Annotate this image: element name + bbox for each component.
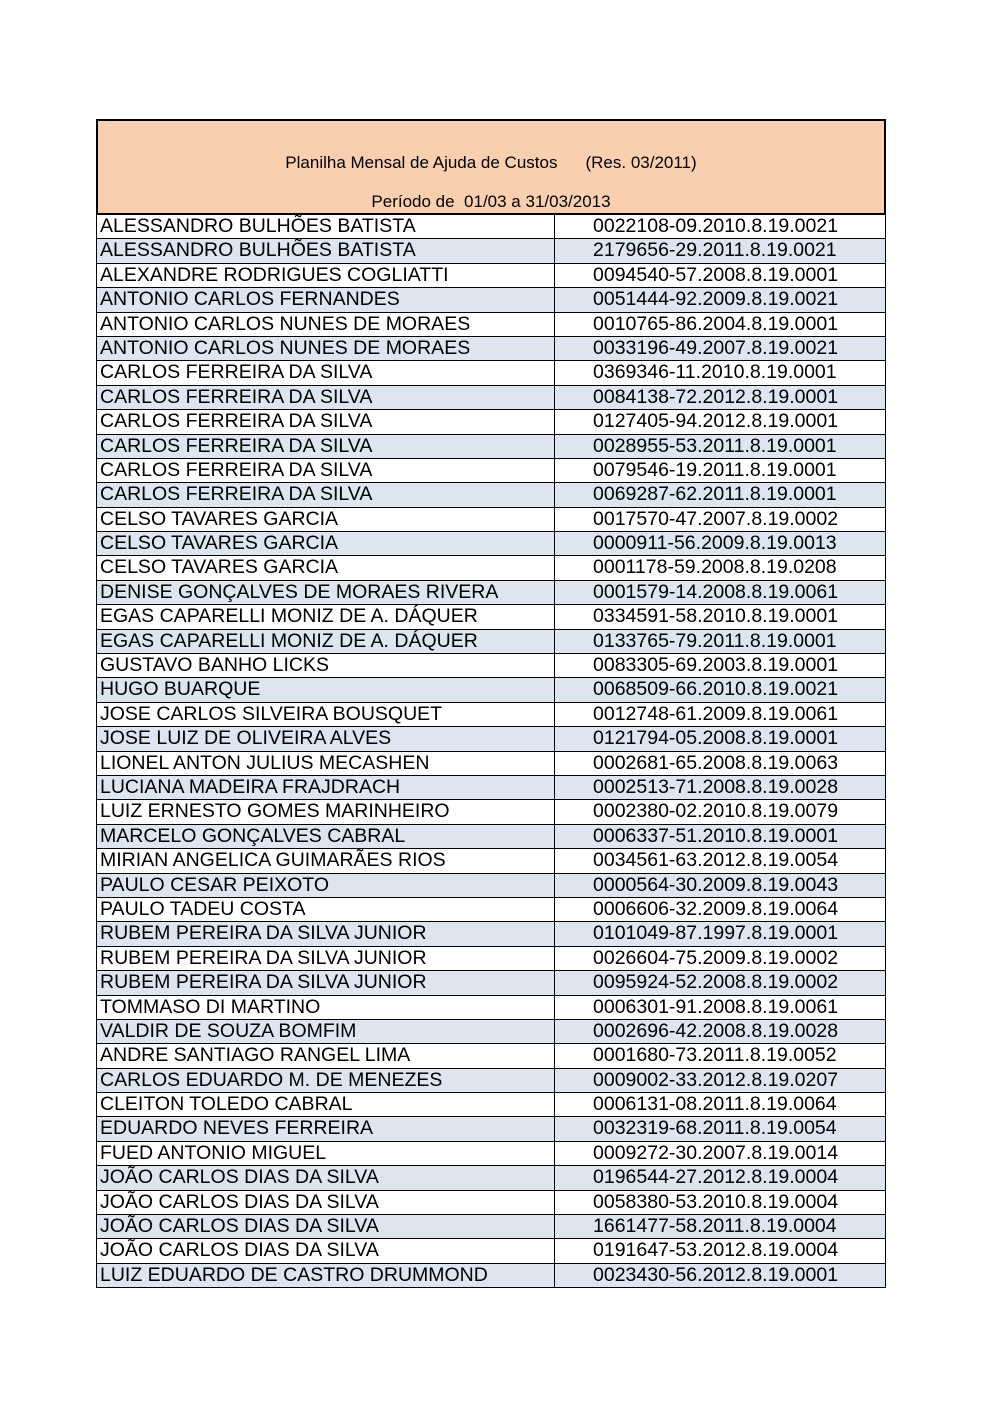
cell-process-number: 0010765-86.2004.8.19.0001 [593, 312, 839, 335]
table-row [97, 1069, 885, 1093]
cell-name: JOÃO CARLOS DIAS DA SILVA [97, 1215, 555, 1238]
header-title: Planilha Mensal de Ajuda de Custos [285, 153, 558, 172]
cell-process-number: 0051444-92.2009.8.19.0021 [593, 288, 839, 311]
spreadsheet-table [96, 119, 886, 1288]
cell-name: GUSTAVO BANHO LICKS [97, 654, 555, 677]
table-row [97, 630, 885, 654]
cell-name: FUED ANTONIO MIGUEL [97, 1142, 555, 1165]
cell-name: CLEITON TOLEDO CABRAL [97, 1093, 555, 1116]
cell-name: DENISE GONÇALVES DE MORAES RIVERA [97, 581, 555, 604]
cell-name: CARLOS FERREIRA DA SILVA [97, 459, 555, 482]
table-row [97, 849, 885, 873]
cell-process-number: 0034561-63.2012.8.19.0054 [593, 849, 839, 872]
table-row [97, 410, 885, 434]
cell-process-number: 0133765-79.2011.8.19.0001 [593, 629, 837, 652]
table-row [97, 1142, 885, 1166]
table-header [96, 119, 886, 215]
cell-process-number: 2179656-29.2011.8.19.0021 [593, 239, 837, 262]
table-row [97, 825, 885, 849]
cell-name: RUBEM PEREIRA DA SILVA JUNIOR [97, 947, 555, 970]
cell-process-number: 0012748-61.2009.8.19.0061 [593, 702, 839, 725]
cell-process-number: 0006337-51.2010.8.19.0001 [593, 824, 839, 847]
table-row [97, 1166, 885, 1190]
cell-process-number: 0001178-59.2008.8.19.0208 [593, 556, 837, 579]
cell-process-number: 0026604-75.2009.8.19.0002 [593, 946, 839, 969]
table-row [97, 922, 885, 946]
cell-name: ALESSANDRO BULHÕES BATISTA [97, 215, 555, 238]
cell-process-number: 0001579-14.2008.8.19.0061 [593, 580, 839, 603]
cell-name: CARLOS FERREIRA DA SILVA [97, 386, 555, 409]
table-row [97, 1264, 885, 1288]
table-row [97, 1093, 885, 1117]
cell-name: CARLOS FERREIRA DA SILVA [97, 361, 555, 384]
cell-name: ALEXANDRE RODRIGUES COGLIATTI [97, 264, 555, 287]
cell-name: CELSO TAVARES GARCIA [97, 556, 555, 579]
table-row [97, 1117, 885, 1141]
header-period: Período de 01/03 a 31/03/2013 [371, 192, 611, 211]
cell-process-number: 0000564-30.2009.8.19.0043 [593, 873, 839, 896]
table-row [97, 459, 885, 483]
table-row [97, 874, 885, 898]
cell-process-number: 0369346-11.2010.8.19.0001 [593, 361, 837, 384]
cell-name: LUIZ ERNESTO GOMES MARINHEIRO [97, 800, 555, 823]
cell-name: CARLOS FERREIRA DA SILVA [97, 410, 555, 433]
cell-process-number: 0083305-69.2003.8.19.0001 [593, 654, 839, 677]
cell-process-number: 0009272-30.2007.8.19.0014 [593, 1141, 839, 1164]
table-row [97, 313, 885, 337]
cell-process-number: 0006606-32.2009.8.19.0064 [593, 897, 839, 920]
table-row [97, 1044, 885, 1068]
table-row [97, 556, 885, 580]
cell-process-number: 0101049-87.1997.8.19.0001 [593, 922, 839, 945]
table-row [97, 727, 885, 751]
cell-process-number: 0127405-94.2012.8.19.0001 [593, 410, 839, 433]
cell-name: JOÃO CARLOS DIAS DA SILVA [97, 1166, 555, 1189]
cell-name: ANTONIO CARLOS FERNANDES [97, 288, 555, 311]
table-row [97, 337, 885, 361]
cell-process-number: 0002513-71.2008.8.19.0028 [593, 775, 839, 798]
table-row [97, 239, 885, 263]
table-row [97, 605, 885, 629]
cell-process-number: 0068509-66.2010.8.19.0021 [593, 678, 839, 701]
cell-process-number: 0002380-02.2010.8.19.0079 [593, 800, 839, 823]
cell-process-number: 0002696-42.2008.8.19.0028 [593, 1019, 839, 1042]
cell-name: CELSO TAVARES GARCIA [97, 532, 555, 555]
table-row [97, 1191, 885, 1215]
table-row [97, 800, 885, 824]
table-row [97, 1020, 885, 1044]
table-row [97, 581, 885, 605]
cell-name: EGAS CAPARELLI MONIZ DE A. DÁQUER [97, 630, 555, 653]
table-row [97, 703, 885, 727]
table-row [97, 898, 885, 922]
table-row [97, 752, 885, 776]
cell-name: ANTONIO CARLOS NUNES DE MORAES [97, 337, 555, 360]
table-row [97, 288, 885, 312]
cell-process-number: 0006131-08.2011.8.19.0064 [593, 1093, 837, 1116]
cell-name: MIRIAN ANGELICA GUIMARÃES RIOS [97, 849, 555, 872]
table-row [97, 264, 885, 288]
table-row [97, 435, 885, 459]
cell-process-number: 0000911-56.2009.8.19.0013 [593, 532, 837, 555]
cell-process-number: 0033196-49.2007.8.19.0021 [593, 336, 839, 359]
table-row [97, 386, 885, 410]
cell-name: LUCIANA MADEIRA FRAJDRACH [97, 776, 555, 799]
table-body [96, 215, 886, 1288]
cell-name: CARLOS FERREIRA DA SILVA [97, 435, 555, 458]
table-row [97, 215, 885, 239]
table-row [97, 654, 885, 678]
table-row [97, 996, 885, 1020]
cell-process-number: 0084138-72.2012.8.19.0001 [593, 385, 839, 408]
header-resolution: (Res. 03/2011) [585, 153, 697, 172]
cell-process-number: 0334591-58.2010.8.19.0001 [593, 605, 839, 628]
table-row [97, 508, 885, 532]
cell-name: EDUARDO NEVES FERREIRA [97, 1117, 555, 1140]
cell-name: TOMMASO DI MARTINO [97, 996, 555, 1019]
cell-name: RUBEM PEREIRA DA SILVA JUNIOR [97, 971, 555, 994]
cell-name: CARLOS EDUARDO M. DE MENEZES [97, 1069, 555, 1092]
table-row [97, 1239, 885, 1263]
cell-name: MARCELO GONÇALVES CABRAL [97, 825, 555, 848]
table-row [97, 776, 885, 800]
cell-name: LUIZ EDUARDO DE CASTRO DRUMMOND [97, 1264, 555, 1287]
cell-name: ANDRE SANTIAGO RANGEL LIMA [97, 1044, 555, 1067]
cell-name: HUGO BUARQUE [97, 678, 555, 701]
table-row [97, 1215, 885, 1239]
cell-name: VALDIR DE SOUZA BOMFIM [97, 1020, 555, 1043]
cell-name: RUBEM PEREIRA DA SILVA JUNIOR [97, 922, 555, 945]
cell-name: CELSO TAVARES GARCIA [97, 508, 555, 531]
cell-name: JOSE CARLOS SILVEIRA BOUSQUET [97, 703, 555, 726]
cell-process-number: 0069287-62.2011.8.19.0001 [593, 483, 837, 506]
table-row [97, 678, 885, 702]
cell-name: CARLOS FERREIRA DA SILVA [97, 483, 555, 506]
cell-process-number: 1661477-58.2011.8.19.0004 [593, 1215, 837, 1238]
cell-process-number: 0017570-47.2007.8.19.0002 [593, 507, 839, 530]
table-row [97, 532, 885, 556]
cell-process-number: 0023430-56.2012.8.19.0001 [593, 1263, 839, 1286]
cell-process-number: 0006301-91.2008.8.19.0061 [593, 995, 839, 1018]
header-title-line [98, 153, 884, 173]
cell-name: PAULO CESAR PEIXOTO [97, 874, 555, 897]
cell-process-number: 0002681-65.2008.8.19.0063 [593, 751, 839, 774]
cell-process-number: 0095924-52.2008.8.19.0002 [593, 971, 839, 994]
cell-process-number: 0191647-53.2012.8.19.0004 [593, 1239, 839, 1262]
table-row [97, 361, 885, 385]
cell-name: JOÃO CARLOS DIAS DA SILVA [97, 1239, 555, 1262]
cell-name: EGAS CAPARELLI MONIZ DE A. DÁQUER [97, 605, 555, 628]
cell-process-number: 0009002-33.2012.8.19.0207 [593, 1068, 839, 1091]
cell-process-number: 0121794-05.2008.8.19.0001 [593, 727, 839, 750]
cell-process-number: 0032319-68.2011.8.19.0054 [593, 1117, 837, 1140]
cell-process-number: 0001680-73.2011.8.19.0052 [593, 1044, 837, 1067]
table-row [97, 947, 885, 971]
cell-name: ANTONIO CARLOS NUNES DE MORAES [97, 313, 555, 336]
cell-process-number: 0196544-27.2012.8.19.0004 [593, 1166, 839, 1189]
cell-process-number: 0094540-57.2008.8.19.0001 [593, 263, 839, 286]
cell-process-number: 0058380-53.2010.8.19.0004 [593, 1190, 839, 1213]
cell-name: JOÃO CARLOS DIAS DA SILVA [97, 1191, 555, 1214]
table-row [97, 971, 885, 995]
cell-process-number: 0022108-09.2010.8.19.0021 [593, 215, 839, 237]
cell-name: PAULO TADEU COSTA [97, 898, 555, 921]
cell-name: ALESSANDRO BULHÕES BATISTA [97, 239, 555, 262]
cell-process-number: 0079546-19.2011.8.19.0001 [593, 458, 837, 481]
cell-process-number: 0028955-53.2011.8.19.0001 [593, 434, 837, 457]
cell-name: JOSE LUIZ DE OLIVEIRA ALVES [97, 727, 555, 750]
table-row [97, 483, 885, 507]
cell-name: LIONEL ANTON JULIUS MECASHEN [97, 752, 555, 775]
